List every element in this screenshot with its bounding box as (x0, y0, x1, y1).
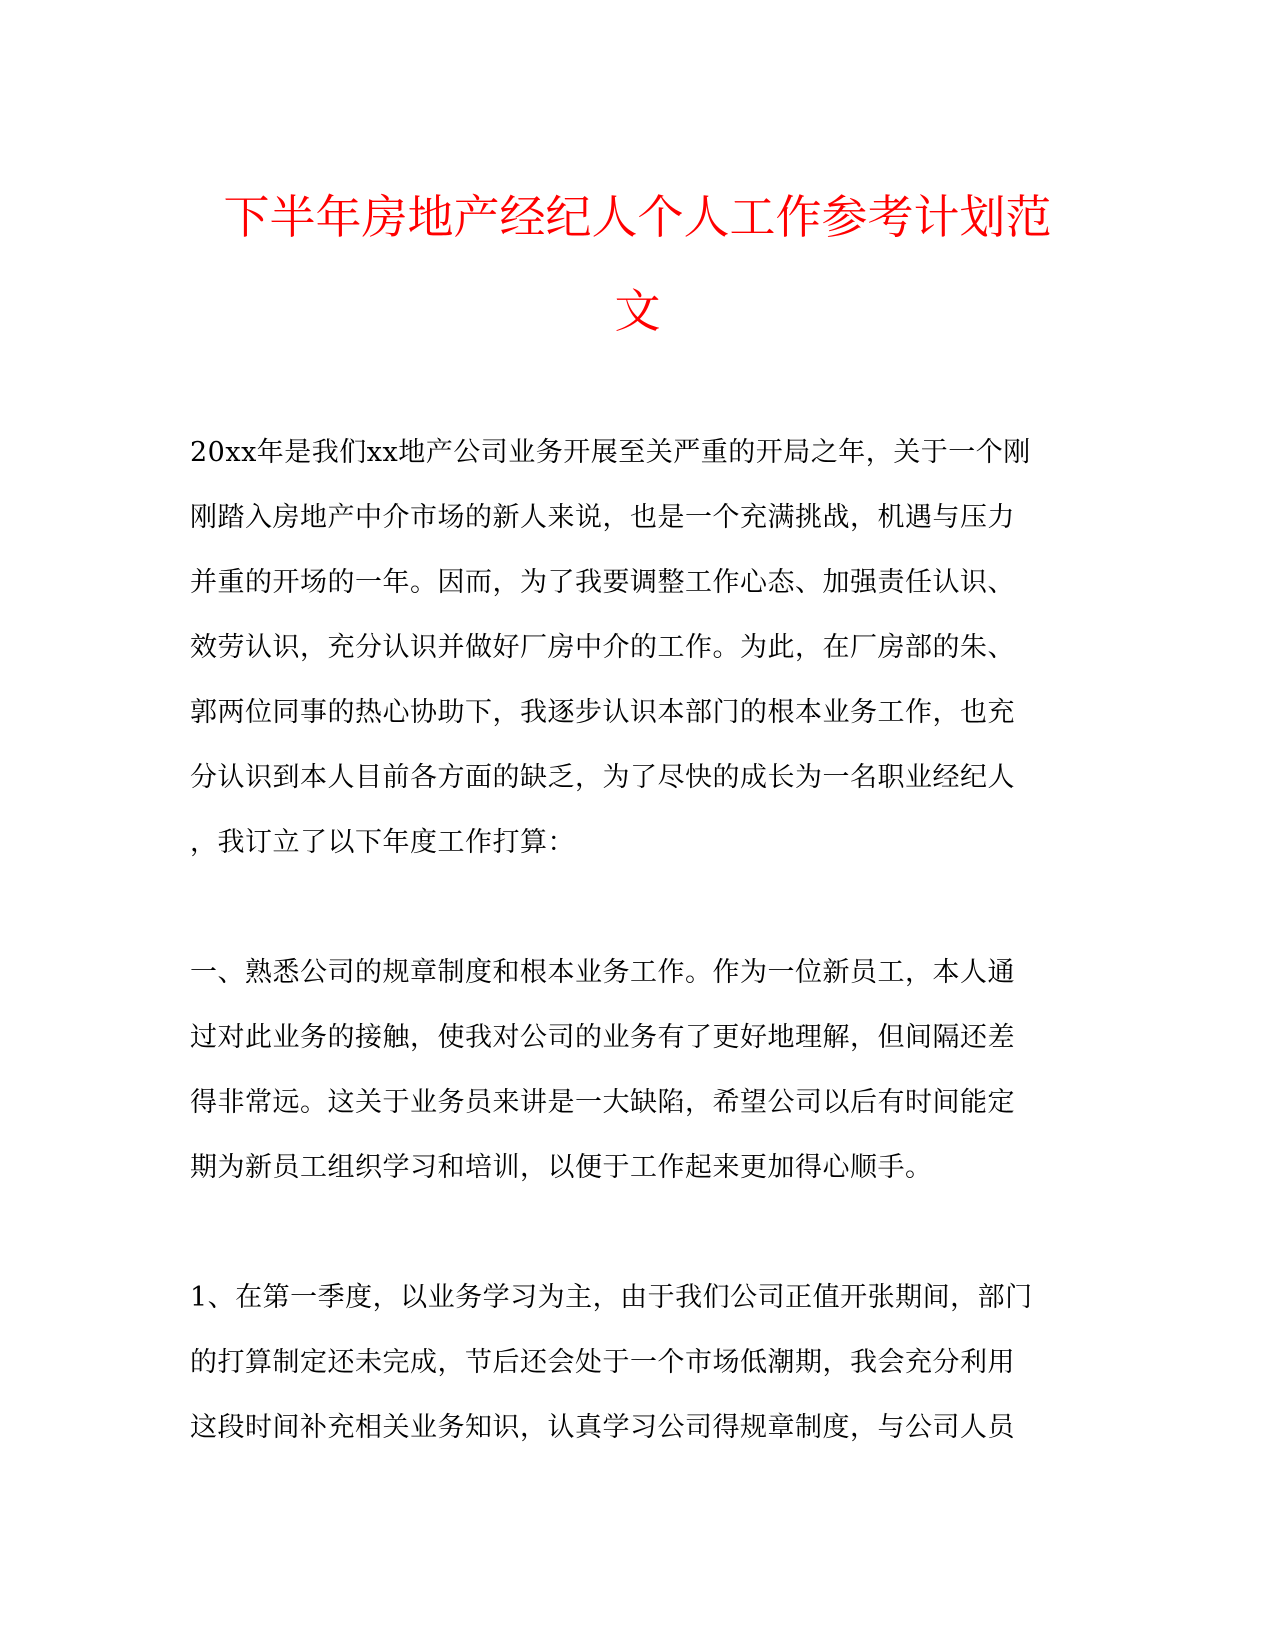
text-line: 这段时间补充相关业务知识，认真学习公司得规章制度，与公司人员 (190, 1412, 1015, 1443)
text-line: 一、熟悉公司的规章制度和根本业务工作。作为一位新员工，本人通 (190, 957, 1015, 988)
paragraph-intro (190, 420, 1090, 875)
text-line: 分认识到本人目前各方面的缺乏，为了尽快的成长为一名职业经纪人 (190, 762, 1015, 793)
text-line: 的打算制定还未完成，节后还会处于一个市场低潮期，我会充分利用 (190, 1347, 1015, 1378)
text-line: 期为新员工组织学习和培训，以便于工作起来更加得心顺手。 (190, 1152, 933, 1183)
paragraph-section-one (190, 940, 1090, 1200)
document-title (150, 170, 1125, 358)
text-line: 并重的开场的一年。因而，为了我要调整工作心态、加强责任认识、 (190, 567, 1015, 598)
text-line: 过对此业务的接触，使我对公司的业务有了更好地理解，但间隔还差 (190, 1022, 1015, 1053)
title-line: 文 (614, 284, 661, 338)
text-line: 1、在第一季度，以业务学习为主，由于我们公司正值开张期间，部门 (190, 1282, 1033, 1313)
text-line: 得非常远。这关于业务员来讲是一大缺陷，希望公司以后有时间能定 (190, 1087, 1015, 1118)
text-line: 效劳认识，充分认识并做好厂房中介的工作。为此，在厂房部的朱、 (190, 632, 1015, 663)
text-line: 20xx年是我们xx地产公司业务开展至关严重的开局之年，关于一个刚 (190, 437, 1031, 468)
title-line: 下半年房地产经纪人个人工作参考计划范 (223, 190, 1052, 244)
paragraph-item-one (190, 1265, 1090, 1460)
text-line: 郭两位同事的热心协助下，我逐步认识本部门的根本业务工作，也充 (190, 697, 1015, 728)
text-line: 刚踏入房地产中介市场的新人来说，也是一个充满挑战，机遇与压力 (190, 502, 1015, 533)
text-line: ，我订立了以下年度工作打算： (190, 827, 575, 858)
document-body (190, 420, 1090, 1525)
